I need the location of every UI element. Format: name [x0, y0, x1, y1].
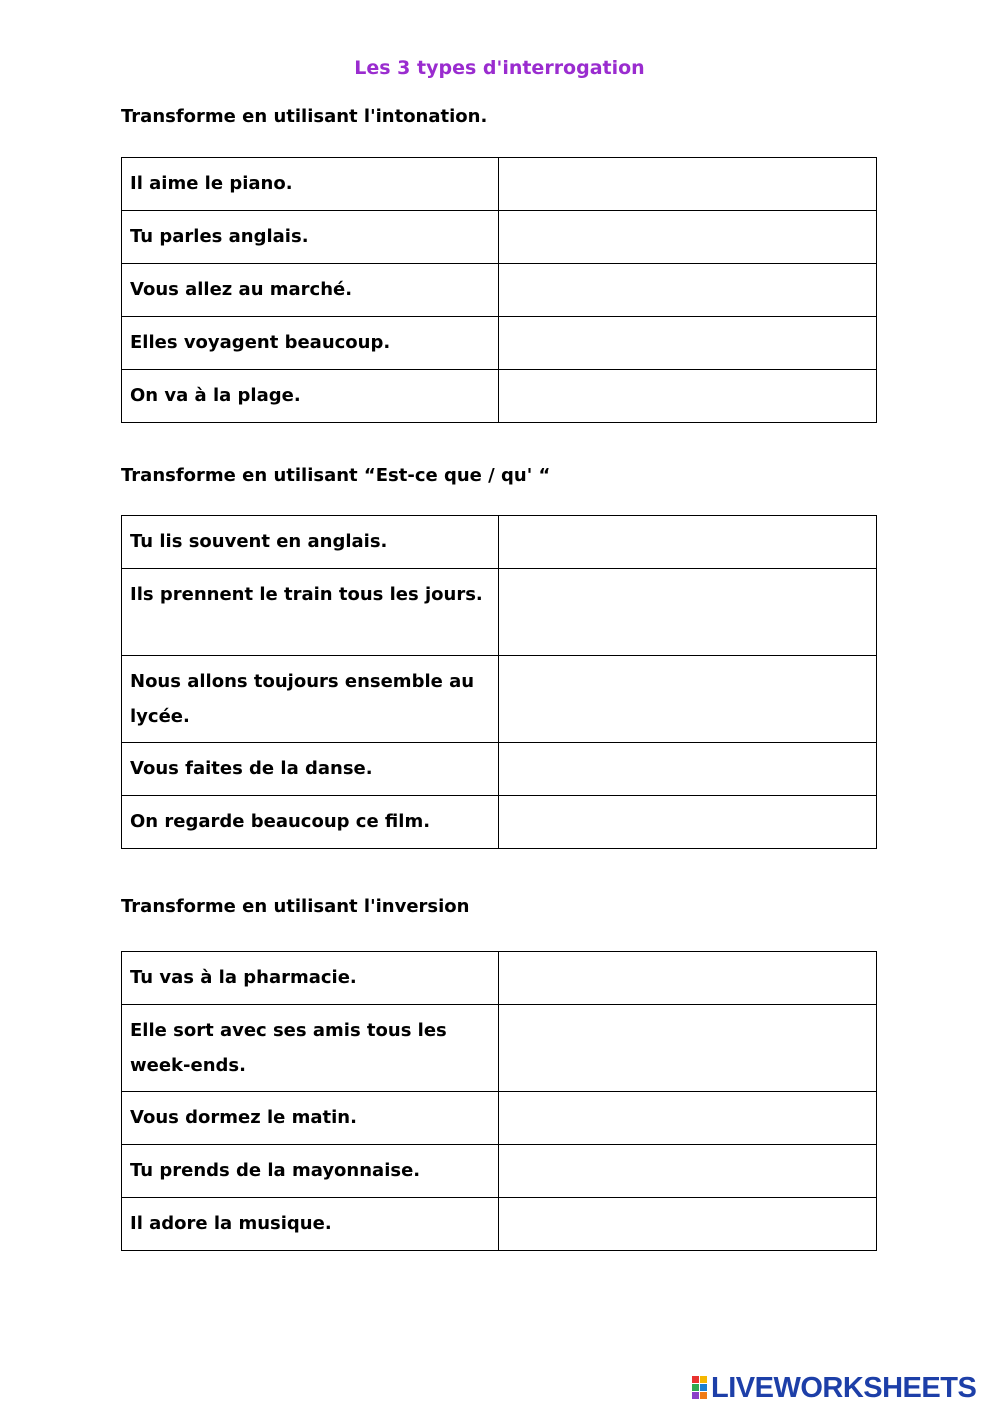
table-row: [122, 1005, 877, 1092]
question-cell: Il aime le piano.: [122, 158, 499, 211]
section-1-table: [121, 157, 877, 423]
table-row: [122, 1145, 877, 1198]
answer-field[interactable]: [499, 952, 877, 1005]
answer-field[interactable]: [499, 796, 877, 849]
answer-field[interactable]: [499, 516, 877, 569]
section-3-table: [121, 951, 877, 1251]
answer-field[interactable]: [499, 1198, 877, 1251]
question-cell: Ils prennent le train tous les jours.: [122, 569, 499, 656]
answer-field[interactable]: [499, 1092, 877, 1145]
table-row: [122, 264, 877, 317]
question-cell: Tu prends de la mayonnaise.: [122, 1145, 499, 1198]
answer-field[interactable]: [499, 370, 877, 423]
answer-field[interactable]: [499, 743, 877, 796]
question-cell: On regarde beaucoup ce film.: [122, 796, 499, 849]
answer-field[interactable]: [499, 656, 877, 743]
question-cell: Vous allez au marché.: [122, 264, 499, 317]
liveworksheets-brand-text: LIVEWORKSHEETS: [711, 1371, 977, 1404]
section-2-instruction: Transforme en utilisant “Est-ce que / qu' “: [121, 465, 551, 486]
question-cell: Vous faites de la danse.: [122, 743, 499, 796]
question-cell: Vous dormez le matin.: [122, 1092, 499, 1145]
question-cell: Nous allons toujours ensemble au lycée.: [122, 656, 499, 743]
table-row: [122, 516, 877, 569]
table-row: [122, 569, 877, 656]
table-row: [122, 796, 877, 849]
question-cell: Tu lis souvent en anglais.: [122, 516, 499, 569]
table-row: [122, 743, 877, 796]
table-row: [122, 158, 877, 211]
answer-field[interactable]: [499, 264, 877, 317]
liveworksheets-logo[interactable]: [692, 1373, 976, 1403]
table-row: [122, 1092, 877, 1145]
answer-field[interactable]: [499, 569, 877, 656]
answer-field[interactable]: [499, 1145, 877, 1198]
table-row: [122, 1198, 877, 1251]
answer-field[interactable]: [499, 158, 877, 211]
table-row: [122, 211, 877, 264]
question-cell: Tu vas à la pharmacie.: [122, 952, 499, 1005]
answer-field[interactable]: [499, 317, 877, 370]
question-cell: Elles voyagent beaucoup.: [122, 317, 499, 370]
table-row: [122, 370, 877, 423]
question-cell: Tu parles anglais.: [122, 211, 499, 264]
table-row: [122, 952, 877, 1005]
answer-field[interactable]: [499, 1005, 877, 1092]
section-3-instruction: Transforme en utilisant l'inversion: [121, 896, 470, 917]
table-row: [122, 317, 877, 370]
question-cell: Elle sort avec ses amis tous les week-ends.: [122, 1005, 499, 1092]
question-cell: Il adore la musique.: [122, 1198, 499, 1251]
worksheet-title: Les 3 types d'interrogation: [354, 57, 645, 79]
answer-field[interactable]: [499, 211, 877, 264]
section-2-table: [121, 515, 877, 849]
table-row: [122, 656, 877, 743]
question-cell: On va à la plage.: [122, 370, 499, 423]
section-1-instruction: Transforme en utilisant l'intonation.: [121, 106, 488, 127]
liveworksheets-logo-icon: [692, 1376, 708, 1400]
